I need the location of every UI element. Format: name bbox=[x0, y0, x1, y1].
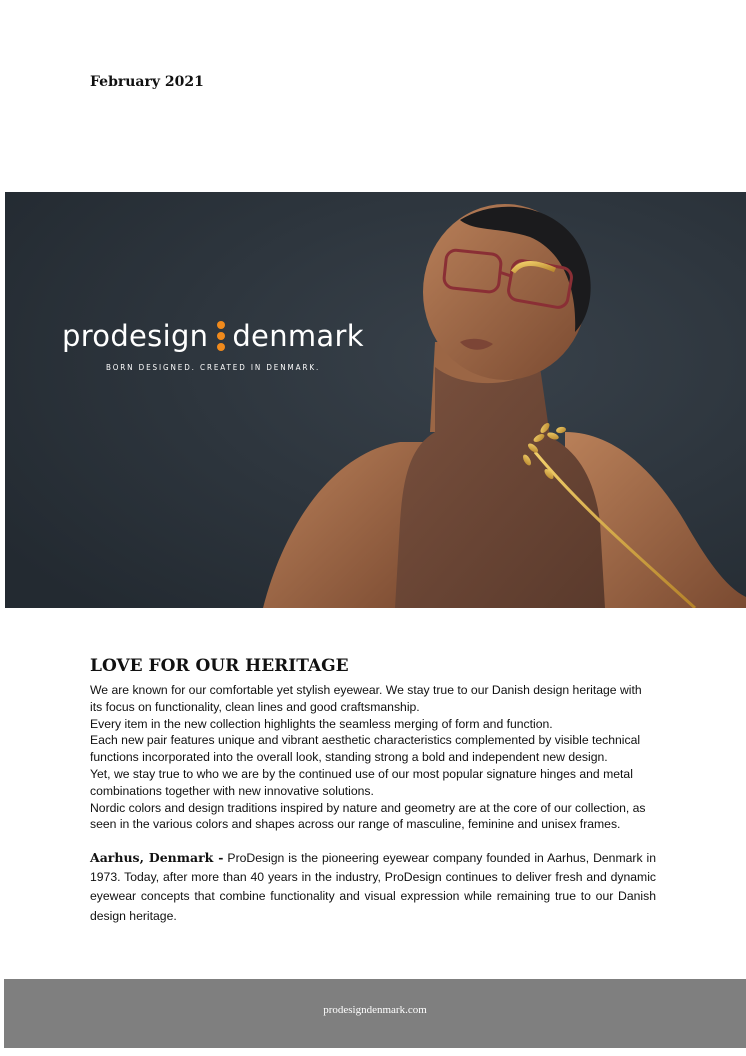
heritage-body bbox=[90, 682, 656, 833]
model-photo bbox=[5, 192, 746, 608]
press-paragraph bbox=[90, 848, 656, 926]
brand-tagline: BORN DESIGNED. CREATED IN DENMARK. bbox=[106, 363, 321, 372]
hero-image bbox=[5, 192, 746, 608]
press-text: ProDesign is the pioneering eyewear company founded in Aarhus, Denmark in 1973. Today, after more than 40 years in the industry, ProDesign continues to deliver fresh and dynamic eyewear concepts that combine functionality and visual expression while remaining true to our Danish design heritage. bbox=[90, 851, 656, 923]
section-title: LOVE FOR OUR HERITAGE bbox=[90, 656, 349, 676]
body-paragraph: Yet, we stay true to who we are by the continued use of our most popular signature hinges and metal combinations together with new innovative solutions. bbox=[90, 766, 633, 798]
body-paragraph: Each new pair features unique and vibrant aesthetic characteristics complemented by visible technical functions incorporated into the overall look, standing strong a bold and independent new design. bbox=[90, 733, 641, 765]
brand-dots-icon bbox=[216, 321, 226, 351]
brand-logo bbox=[62, 319, 364, 353]
website-link[interactable]: prodesigndenmark.com bbox=[323, 1004, 427, 1016]
footer-bar bbox=[4, 979, 746, 1048]
brand-name-right: denmark bbox=[232, 319, 364, 353]
body-paragraph: Every item in the new collection highlights the seamless merging of form and function. bbox=[90, 716, 553, 731]
brand-name-left: prodesign bbox=[62, 319, 209, 353]
body-paragraph: Nordic colors and design traditions inspired by nature and geometry are at the core of our collection, as seen in the various colors and shapes across our range of masculine, feminine and unisex frames. bbox=[90, 800, 646, 832]
press-location: Aarhus, Denmark - bbox=[90, 850, 224, 865]
body-paragraph: We are known for our comfortable yet stylish eyewear. We stay true to our Danish design heritage with its focus on functionality, clean lines and good craftsmanship. bbox=[90, 683, 642, 714]
document-date: February 2021 bbox=[90, 74, 204, 90]
